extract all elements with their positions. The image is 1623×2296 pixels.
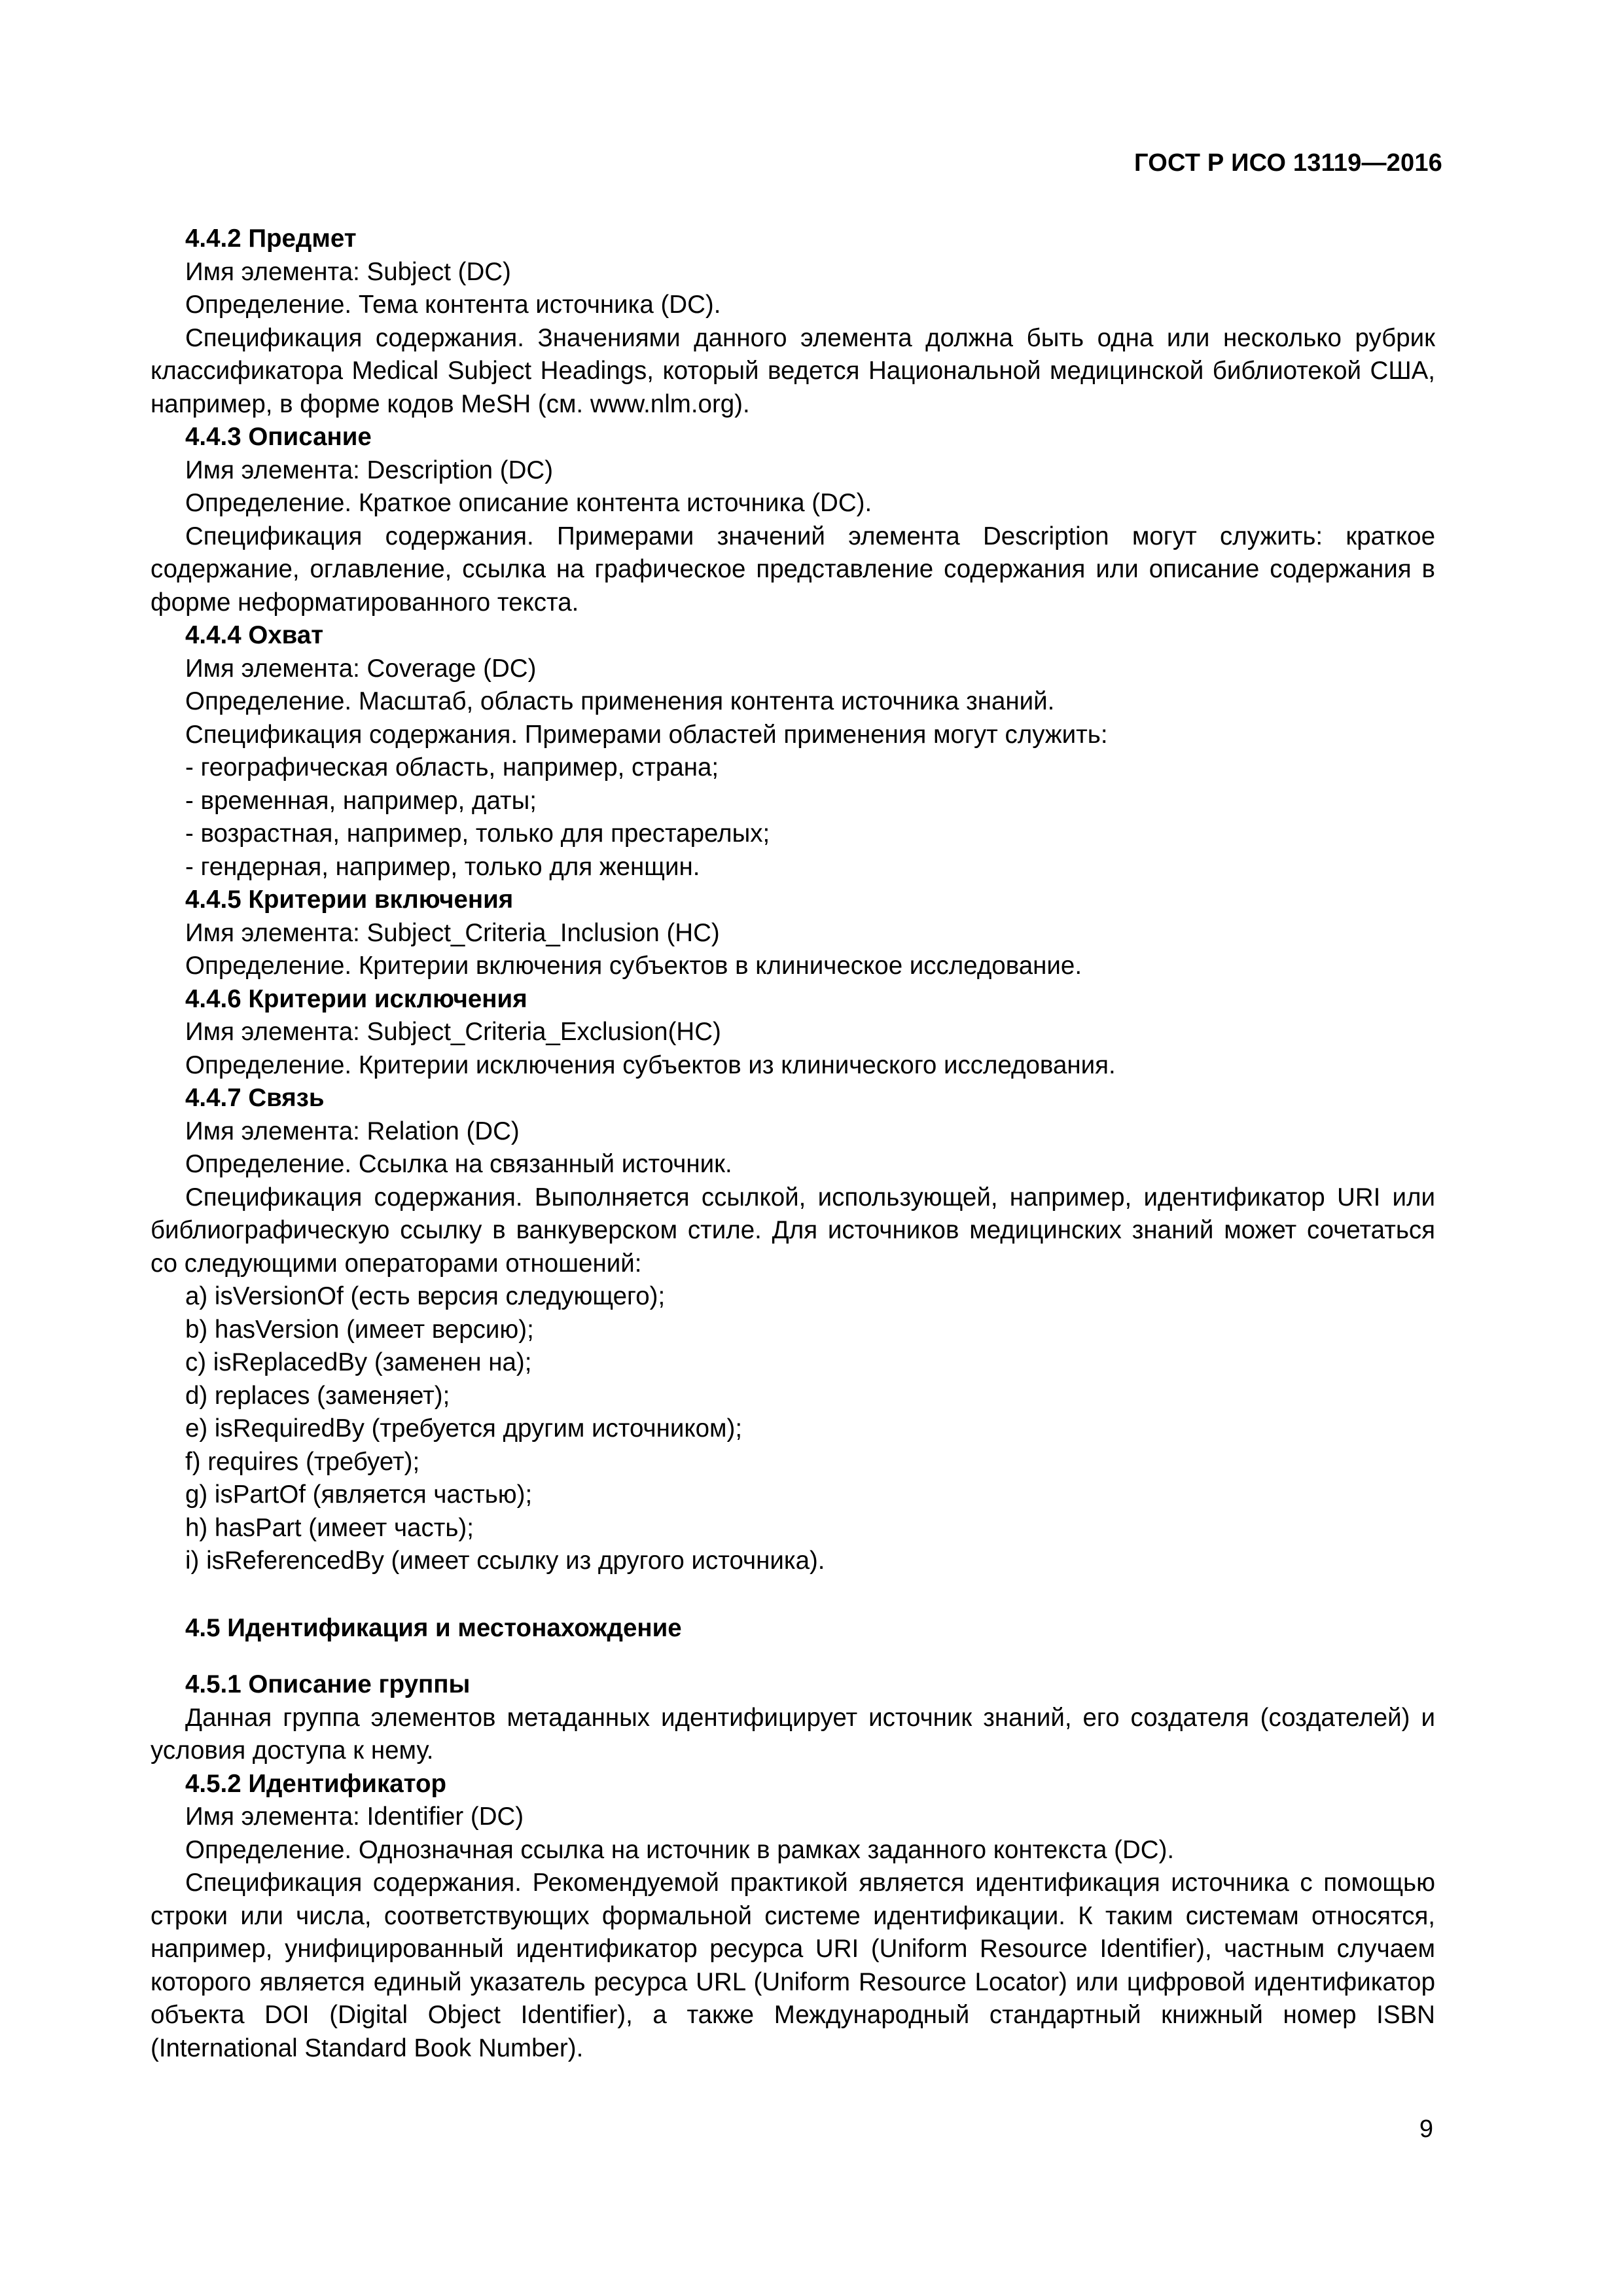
body-paragraph: Определение. Однозначная ссылка на источник в рамках заданного контекста (DC). [185,1835,1175,1864]
section-heading: 4.5.2 Идентификатор [185,1769,447,1798]
ordered-list-item: b) hasVersion (имеет версию); [185,1315,534,1344]
ordered-list-item: h) hasPart (имеет часть); [185,1513,474,1542]
body-paragraph: Данная группа элементов метаданных идентифицирует источник знаний, его создателя (создателей) и условия доступа к нему. [151,1703,1435,1765]
dash-list-item: - географическая область, например, страна; [185,753,719,781]
page-body [151,223,1435,2065]
body-paragraph: Имя элемента: Subject_Criteria_Inclusion (HC) [185,918,720,947]
section-heading: 4.4.2 Предмет [185,224,357,253]
body-paragraph: Определение. Критерии включения субъектов в клиническое исследование. [185,952,1082,980]
body-paragraph: Определение. Краткое описание контента источника (DC). [185,489,872,517]
page-number: 9 [1419,2115,1433,2143]
body-paragraph: Спецификация содержания. Выполняется ссылкой, использующей, например, идентификатор URI или библиографическую ссылку в ванкуверском стиле. Для источников медицинских знаний может сочетаться со следующими операторами отношений: [151,1183,1435,1278]
body-paragraph: Спецификация содержания. Примерами областей применения могут служить: [185,720,1108,749]
body-paragraph: Определение. Критерии исключения субъектов из клинического исследования. [185,1050,1116,1079]
ordered-list-item: i) isReferencedBy (имеет ссылку из другого источника). [185,1547,825,1575]
ordered-list-item: f) requires (требует); [185,1447,420,1476]
body-paragraph: Определение. Масштаб, область применения контента источника знаний. [185,687,1055,715]
section-heading: 4.4.4 Охват [185,621,324,649]
section-heading: 4.5.1 Описание группы [185,1670,471,1698]
dash-list-item: - гендерная, например, только для женщин. [185,852,700,881]
dash-list-item: - временная, например, даты; [185,786,537,815]
section-heading: 4.4.3 Описание [185,423,372,451]
body-paragraph: Спецификация содержания. Рекомендуемой практикой является идентификация источника с помощью строки или числа, соответствующих формальной системе идентификации. К таким системам относятся, например, унифицированный идентификатор ресурса URI (Uniform Resource Identifier), частным случаем которого является единый указатель ресурса URL (Uniform Resource Locator) или цифровой идентификатор объекта DOI (Digital Object Identifier), а также Международный стандартный книжный номер ISBN (International Standard Book Number). [151,1869,1435,2062]
body-paragraph: Спецификация содержания. Значениями данного элемента должна быть одна или несколько рубрик классификатора Medical Subject Headings, который ведется Национальной медицинской библиотекой США, например, в форме кодов MeSH (см. www.nlm.org). [151,323,1435,418]
body-paragraph: Имя элемента: Subject (DC) [185,257,511,286]
body-paragraph: Определение. Ссылка на связанный источник. [185,1150,732,1178]
body-paragraph: Имя элемента: Subject_Criteria_Exclusion(HC) [185,1018,721,1046]
section-heading: 4.4.6 Критерии исключения [185,984,527,1013]
ordered-list-item: d) replaces (заменяет); [185,1381,450,1410]
section-heading: 4.4.7 Связь [185,1084,325,1112]
body-paragraph: Имя элемента: Coverage (DC) [185,654,537,683]
body-paragraph: Определение. Тема контента источника (DC). [185,291,721,319]
ordered-list-item: c) isReplacedBy (заменен на); [185,1348,532,1376]
body-paragraph: Спецификация содержания. Примерами значений элемента Description могут служить: краткое содержание, оглавление, ссылка на графическое представление содержания или описание содержания в форме неформатированного текста. [151,522,1435,617]
ordered-list-item: a) isVersionOf (есть версия следующего); [185,1282,666,1310]
body-paragraph: Имя элемента: Description (DC) [185,456,554,484]
ordered-list-item: e) isRequiredBy (требуется другим источником); [185,1414,743,1443]
ordered-list-item: g) isPartOf (является частью); [185,1480,533,1509]
section-heading: 4.4.5 Критерии включения [185,886,514,914]
document-standard-header: ГОСТ Р ИСО 13119—2016 [1134,149,1442,177]
body-paragraph: Имя элемента: Relation (DC) [185,1117,520,1145]
body-paragraph: Имя элемента: Identifier (DC) [185,1803,524,1831]
dash-list-item: - возрастная, например, только для престарелых; [185,819,770,848]
section-heading: 4.5 Идентификация и местонахождение [185,1613,682,1642]
